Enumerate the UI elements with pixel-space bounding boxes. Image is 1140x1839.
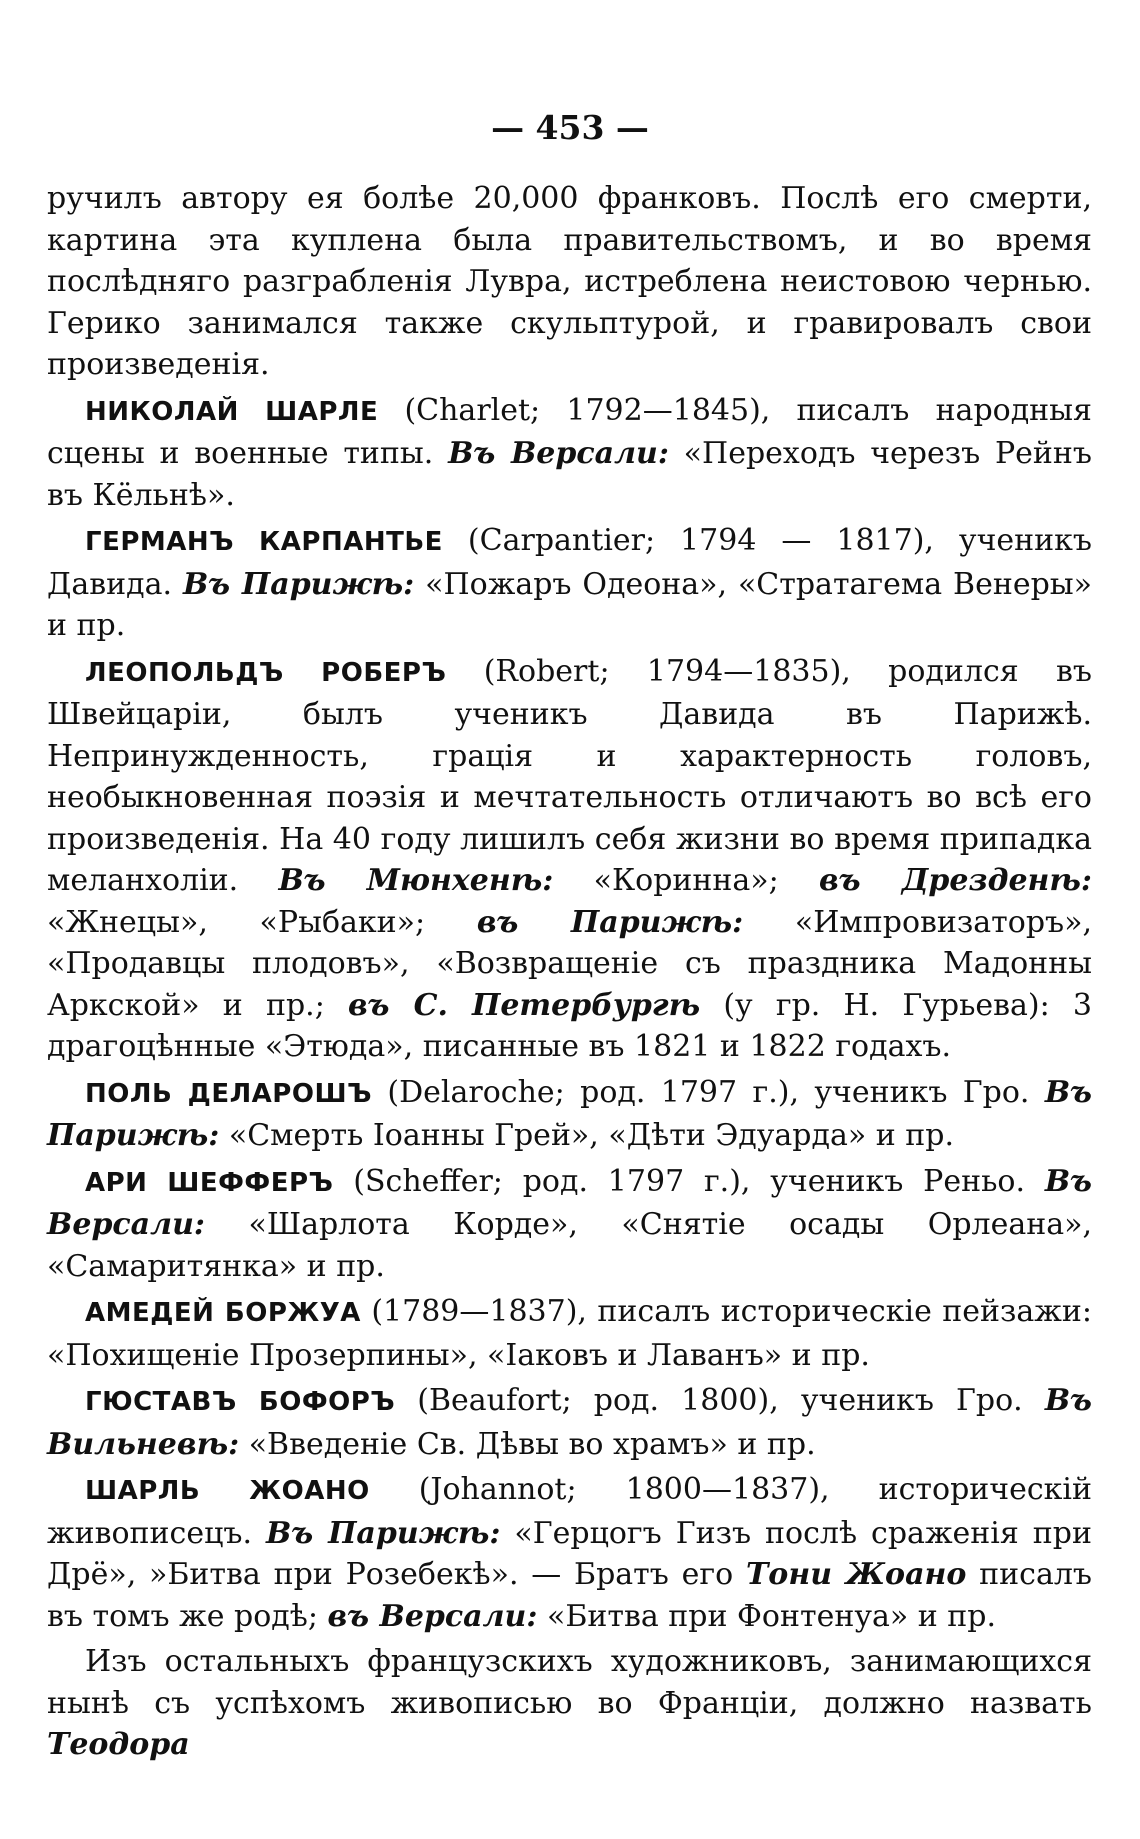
location-label: Въ Версали: (448, 436, 669, 471)
location-label: Въ Парижѣ: (47, 1074, 1092, 1153)
entry-text: «Коринна»; (553, 863, 820, 898)
entry-text: «Жнецы», «Рыбаки»; (47, 904, 477, 940)
entry-text: «Пожаръ Одеона», «Стратагема Венеры» и пр. (47, 566, 1093, 643)
entry-text: (1789—1837), писалъ историческіе пейзажи: «Похищеніе Прозерпины», «Іаковъ и Лаванъ» и пр. (47, 1294, 1092, 1373)
artist-name: АРИ ШЕФФЕРЪ (85, 1167, 334, 1198)
artist-name: ЛЕОПОЛЬДЪ РОБЕРЪ (85, 657, 447, 688)
location-label: въ Дрезденѣ: (819, 863, 1092, 898)
location-label: въ Парижѣ: (476, 904, 744, 940)
entry-text: «Импровизаторъ», «Продавцы плодовъ», «Возвращеніе съ праздника Мадонны Аркской» и пр.; (47, 904, 1092, 1023)
entry-text: (Scheffer; род. 1797 г.), ученикъ Реньо. (333, 1163, 1045, 1199)
entry-text: (Johannot; 1800—1837), историческій живописецъ. (47, 1472, 1092, 1551)
entry-johannot (47, 1469, 1092, 1637)
entry-text: «Смерть Іоанны Грей», «Дѣти Эдуарда» и пр. (219, 1118, 955, 1153)
entry-text: «Битва при Фонтенуа» и пр. (537, 1598, 997, 1634)
entry-text: (Carpantier; 1794 — 1817), ученикъ Давида. (47, 523, 1092, 602)
entry-text: (Beaufort; род. 1800), ученикъ Гро. (395, 1383, 1045, 1418)
entry-text: «Переходъ черезъ Рейнъ въ Кёльнѣ». (47, 436, 1092, 513)
entry-beaufort (47, 1380, 1092, 1465)
page-number: — 453 — (491, 108, 649, 147)
artist-name: АМЕДЕЙ БОРЖУА (85, 1298, 361, 1328)
location-label: Въ Вильневѣ: (47, 1383, 1092, 1462)
entry-scheffer (47, 1161, 1092, 1288)
entry-bourgeois (47, 1291, 1092, 1376)
artist-name: ПОЛЬ ДЕЛАРОШЪ (85, 1078, 372, 1109)
paragraph-others (47, 1641, 1092, 1766)
location-label: въ Версали: (327, 1598, 538, 1634)
location-label: Въ Мюнхенѣ: (278, 863, 554, 898)
entry-text: (Charlet; 1792—1845), писалъ народныя сцены и военные типы. (47, 392, 1092, 471)
artist-name-italic: Тони Жоано (745, 1557, 967, 1592)
artist-name: НИКОЛАЙ ШАРЛЕ (85, 396, 379, 427)
location-label: Въ Парижѣ: (266, 1515, 501, 1551)
entry-delaroche (47, 1072, 1092, 1157)
artist-name: ШАРЛЬ ЖОАНО (85, 1476, 370, 1506)
location-label: въ С. Петербургѣ (347, 987, 701, 1023)
entry-text: «Шарлота Корде», «Снятіе осады Орлеана», «Самаритянка» и пр. (47, 1207, 1092, 1284)
paragraph-gericault-end: ручилъ автору ея болѣе 20,000 франковъ. Послѣ его смерти, картина эта куплена была правительствомъ, и во время послѣдняго разграбленія Лувра, истреблена неистовою чернью. Герико занимался также скульптурой, и гравировалъ свои произведенія. (47, 181, 1092, 382)
entry-text: «Введеніе Св. Дѣвы во храмъ» и пр. (239, 1426, 816, 1462)
artist-name: ГЮСТАВЪ БОФОРЪ (85, 1387, 396, 1417)
entry-charlet (47, 390, 1092, 517)
entry-text: писалъ въ томъ же родѣ; (47, 1557, 1093, 1634)
entry-text: «Герцогъ Гизъ послѣ сраженія при Дрё», »Битва при Розебекѣ». — Братъ его (47, 1515, 1092, 1592)
artist-name: ГЕРМАНЪ КАРПАНТЬЕ (85, 527, 443, 557)
entry-carpantier (47, 520, 1092, 647)
body-text (47, 178, 1092, 1770)
location-label: Въ Версали: (47, 1163, 1092, 1242)
entry-robert (47, 651, 1092, 1068)
location-label: Въ Парижѣ: (182, 566, 415, 602)
entry-text: (Delaroche; род. 1797 г.), ученикъ Гро. (372, 1074, 1045, 1110)
entry-text: (Robert; 1794—1835), родился въ Швейцаріи, былъ ученикъ Давида въ Парижѣ. Непринужденность, грація и характерность головъ, необыкновенная поэзія и мечтательность отличаютъ во всѣ его произведенія. На 40 году лишилъ себя жизни во время припадка меланхоліи. (47, 653, 1092, 898)
entry-text: Изъ остальныхъ французскихъ художниковъ, занимающихся нынѣ съ успѣхомъ живописью во Франціи, должно назвать (47, 1644, 1092, 1721)
entry-text: (у гр. Н. Гурьева): 3 драгоцѣнные «Этюда», писанные въ 1821 и 1822 годахъ. (47, 987, 1093, 1064)
artist-name-italic: Теодора (47, 1727, 190, 1762)
